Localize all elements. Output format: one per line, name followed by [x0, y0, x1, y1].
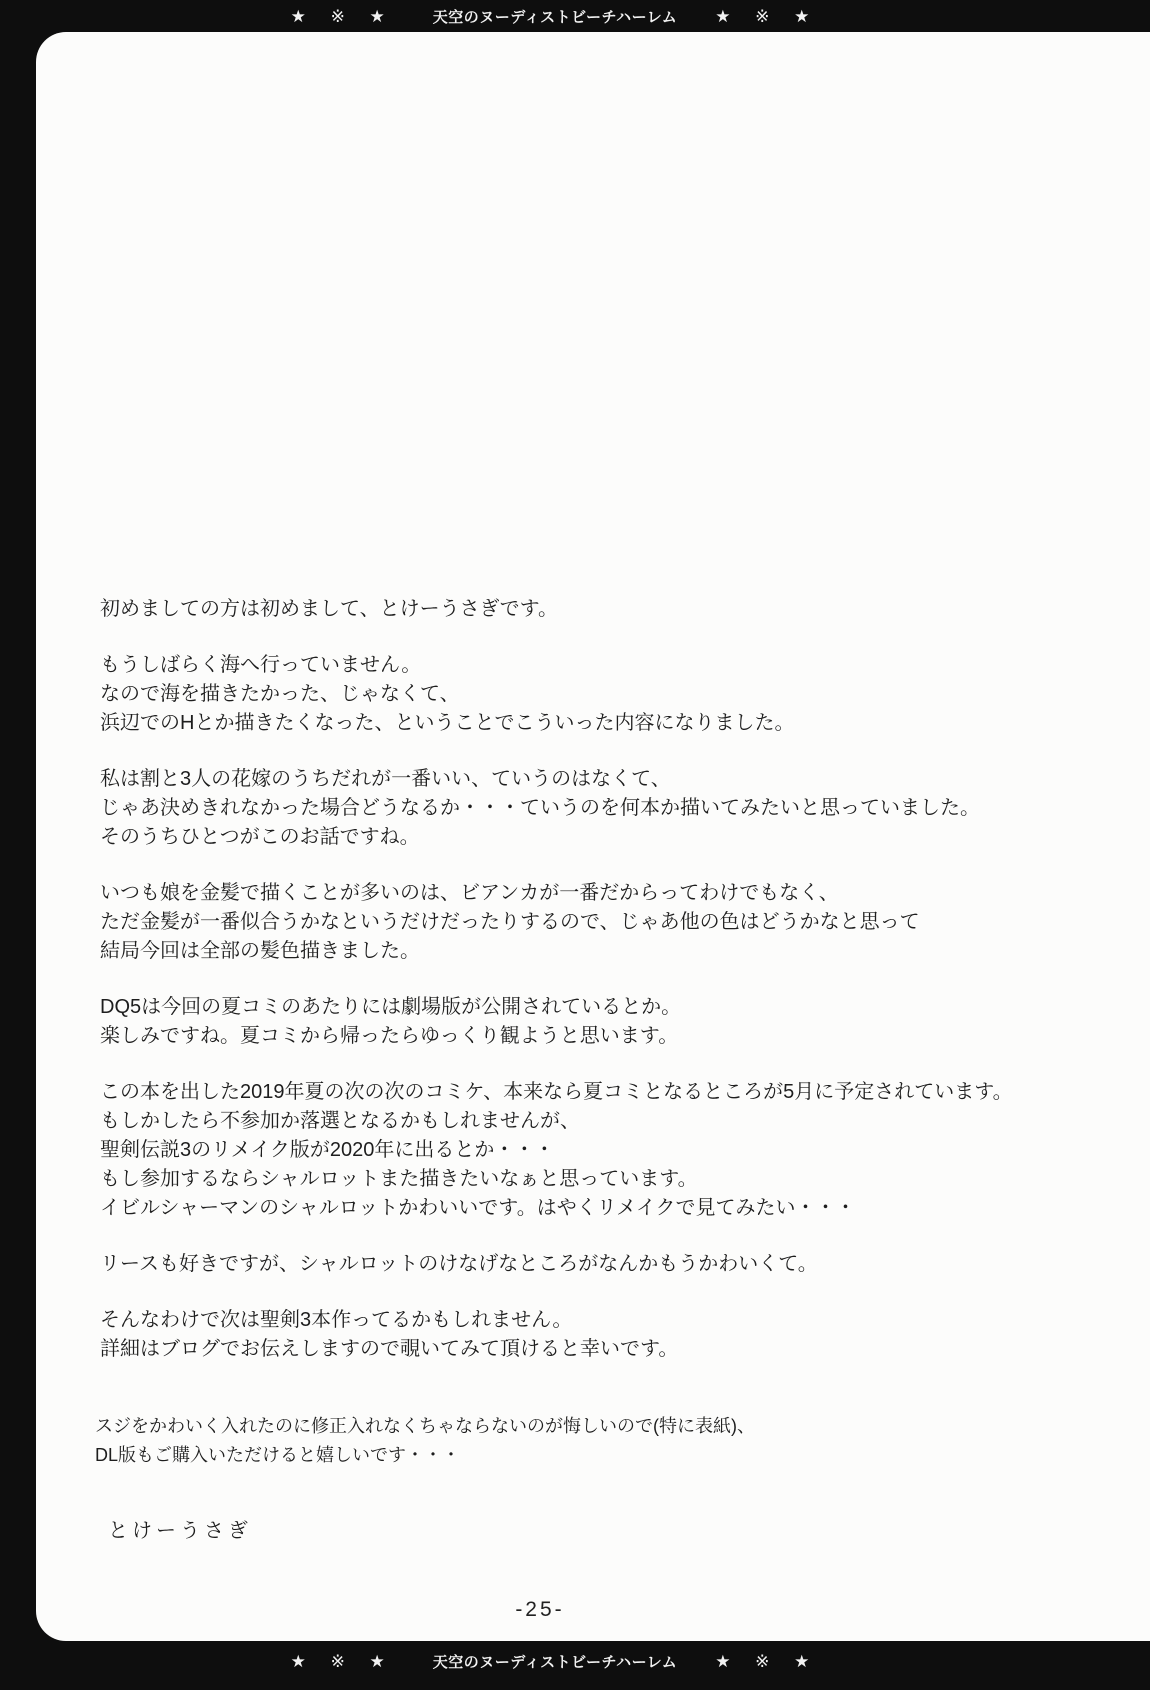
- text-line: 初めましての方は初めまして、とけーうさぎです。: [100, 598, 558, 620]
- paragraph-next-comiket: [100, 1078, 1064, 1223]
- star-ornament-right: ★ ※ ★: [715, 6, 820, 26]
- text-line: なので海を描きたかった、じゃなくて、: [100, 683, 460, 705]
- star-ornament-right: ★ ※ ★: [715, 1651, 820, 1671]
- text-line: ただ金髪が一番似合うかなというだけだったりするので、じゃあ他の色はどうかなと思って: [100, 911, 920, 933]
- text-line: もうしばらく海へ行っていません。: [100, 654, 422, 676]
- text-line: 結局今回は全部の髪色描きました。: [100, 940, 420, 962]
- text-line: DQ5は今回の夏コミのあたりには劇場版が公開されているとか。: [100, 996, 682, 1018]
- book-title-header: 天空のヌーディストビーチハーレム: [432, 9, 678, 26]
- star-ornament-left: ★ ※ ★: [290, 6, 395, 26]
- text-line: もし参加するならシャルロットまた描きたいなぁと思っています。: [100, 1168, 698, 1190]
- afterword-text: [95, 595, 1064, 1546]
- paragraph-dq5-movie: [100, 993, 1064, 1051]
- text-line: いつも娘を金髪で描くことが多いのは、ビアンカが一番だからってわけでもなく、: [100, 882, 839, 904]
- page-number: -25-: [515, 1598, 565, 1621]
- dl-version-note: [95, 1412, 1064, 1470]
- text-line: この本を出した2019年夏の次の次のコミケ、本来なら夏コミとなるところが5月に予定されています。: [100, 1081, 1013, 1103]
- page: [36, 32, 1150, 1641]
- author-signature: とけーうさぎ: [108, 1520, 252, 1542]
- header-band: [0, 0, 1150, 33]
- text-line: リースも好きですが、シャルロットのけなげなところがなんかもうかわいくて。: [100, 1253, 818, 1275]
- text-line: イビルシャーマンのシャルロットかわいいです。はやくリメイクで見てみたい・・・: [100, 1197, 856, 1219]
- paragraph-brides: [100, 765, 1064, 852]
- paragraph-beach: [100, 651, 1064, 738]
- text-line: じゃあ決めきれなかった場合どうなるか・・・ていうのを何本か描いてみたいと思っていました。: [100, 797, 980, 819]
- paragraph-greeting: [100, 595, 1064, 624]
- text-line: DL版もご購入いただけると嬉しいです・・・: [95, 1445, 461, 1465]
- text-line: そんなわけで次は聖剣3本作ってるかもしれません。: [100, 1309, 573, 1331]
- text-line: スジをかわいく入れたのに修正入れなくちゃならないのが悔しいので(特に表紙)、: [95, 1416, 755, 1436]
- text-line: 詳細はブログでお伝えしますので覗いてみて頂けると幸いです。: [100, 1338, 679, 1360]
- text-line: もしかしたら不参加か落選となるかもしれませんが、: [100, 1110, 580, 1132]
- text-line: 浜辺でのHとか描きたくなった、ということでこういった内容になりました。: [100, 712, 795, 734]
- paragraph-blog: [100, 1306, 1064, 1364]
- text-line: そのうちひとつがこのお話ですね。: [100, 826, 420, 848]
- text-line: 楽しみですね。夏コミから帰ったらゆっくり観ようと思います。: [100, 1025, 679, 1047]
- book-title-footer: 天空のヌーディストビーチハーレム: [432, 1654, 678, 1671]
- paragraph-charlotte: [100, 1250, 1064, 1279]
- paragraph-hair-color: [100, 879, 1064, 966]
- star-ornament-left: ★ ※ ★: [290, 1651, 395, 1671]
- text-line: 私は割と3人の花嫁のうちだれが一番いい、ていうのはなくて、: [100, 768, 671, 790]
- footer-band: [0, 1637, 1150, 1690]
- text-line: 聖剣伝説3のリメイク版が2020年に出るとか・・・: [100, 1139, 555, 1161]
